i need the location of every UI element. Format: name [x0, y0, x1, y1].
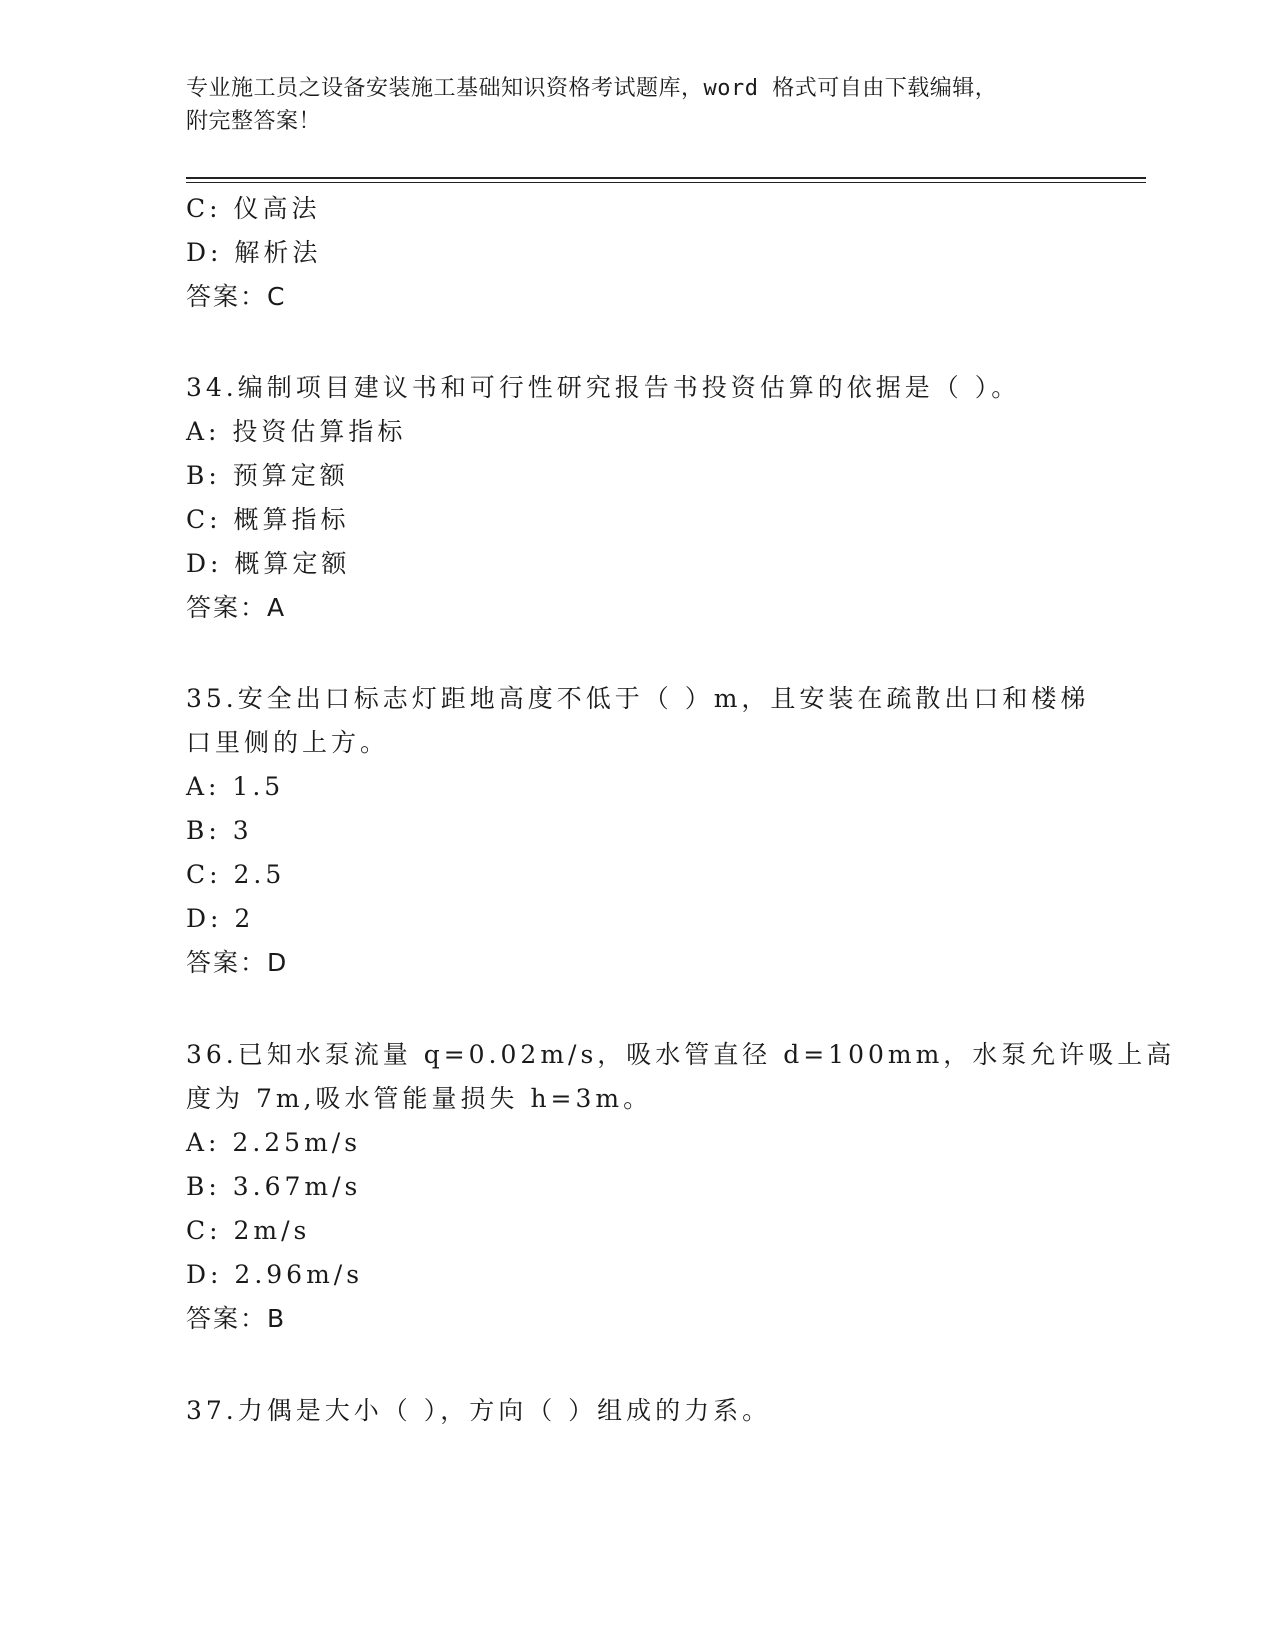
- question-35-stem-line-2: 口里侧的上方。: [186, 728, 390, 757]
- question-36-answer: 答案：B: [186, 1304, 287, 1333]
- document-header: [186, 72, 1066, 138]
- question-34-answer: 答案：A: [186, 593, 287, 622]
- question-36-stem-line-1: 36.已知水泵流量 q=0.02m/s，吸水管直径 d=100mm，水泵允许吸上高: [186, 1040, 1176, 1069]
- question-36-option-c: C: 2m/s: [186, 1216, 311, 1245]
- question-34-option-a: A: 投资估算指标: [186, 417, 407, 446]
- header-line-2: 附完整答案！: [186, 109, 322, 134]
- answer-text: 答案：C: [186, 282, 287, 311]
- question-35-option-a: A: 1.5: [186, 772, 285, 801]
- header-rule-thin: [186, 182, 1146, 183]
- option-d: D: 解析法: [186, 238, 322, 267]
- question-34-option-d: D: 概算定额: [186, 549, 351, 578]
- question-34-option-b: B: 预算定额: [186, 461, 349, 490]
- question-35-option-d: D: 2: [186, 904, 255, 933]
- question-36-stem-line-2: 度为 7m,吸水管能量损失 h=3m。: [186, 1084, 653, 1113]
- option-c: C: 仪高法: [186, 194, 321, 223]
- question-35-answer: 答案：D: [186, 948, 289, 977]
- header-rule-thick: [186, 177, 1146, 179]
- question-36-option-d: D: 2.96m/s: [186, 1260, 364, 1289]
- question-34-stem: 34.编制项目建议书和可行性研究报告书投资估算的依据是（ ）。: [186, 373, 1021, 402]
- header-line-1: 专业施工员之设备安装施工基础知识资格考试题库，word 格式可自由下载编辑，: [186, 76, 998, 101]
- question-34-option-c: C: 概算指标: [186, 505, 350, 534]
- question-36-option-a: A: 2.25m/s: [186, 1128, 362, 1157]
- question-35-stem-line-1: 35.安全出口标志灯距地高度不低于（ ）m，且安装在疏散出口和楼梯: [186, 684, 1090, 713]
- question-35-option-c: C: 2.5: [186, 860, 286, 889]
- question-37-stem: 37.力偶是大小（ ），方向（ ）组成的力系。: [186, 1396, 772, 1425]
- question-35-option-b: B: 3: [186, 816, 253, 845]
- question-36-option-b: B: 3.67m/s: [186, 1172, 362, 1201]
